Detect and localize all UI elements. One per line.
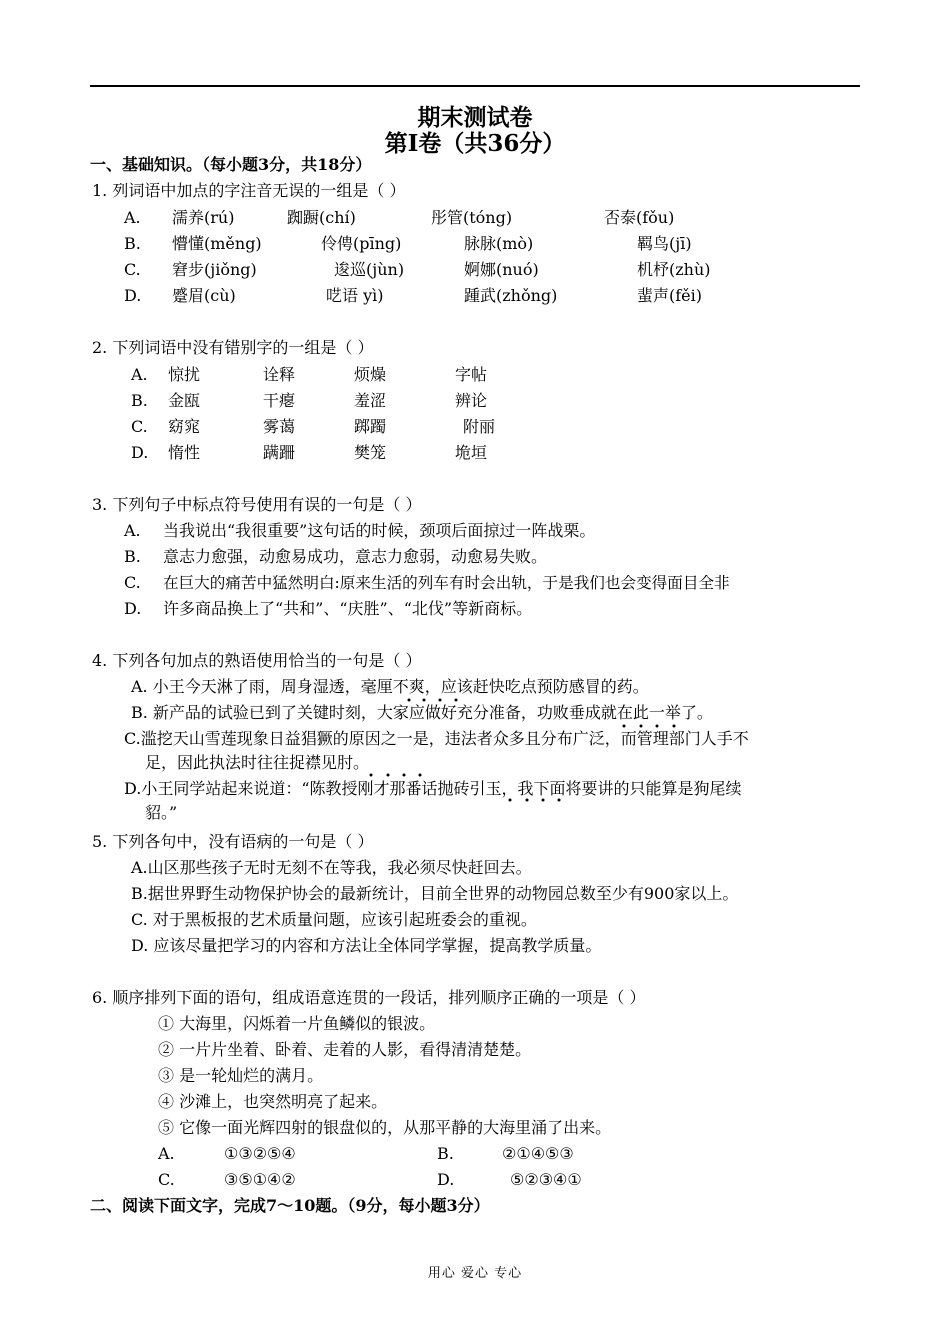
q1-a-2: 踟蹰(chí) xyxy=(287,208,356,227)
section-1-heading: 一、基础知识。（每小题3分，共18分） xyxy=(90,155,372,174)
q4-option-d-line2: 貂。” xyxy=(145,803,178,822)
q2-b-2: 干瘪 xyxy=(263,391,296,410)
q2-option-d-label: D. xyxy=(131,443,149,462)
q5-option-b: B.据世界野生动物保护协会的最新统计，目前全世界的动物园总数至少有900家以上。 xyxy=(131,884,739,903)
q6-option-d: ⑤②③④① xyxy=(510,1170,582,1189)
q1-a-1: 濡养(rú) xyxy=(172,208,235,227)
q4-stem: 4. 下列各句加点的熟语使用恰当的一句是（ ） xyxy=(92,651,422,670)
q6-option-d-label: D. xyxy=(437,1170,455,1189)
q1-b-1: 懵懂(měng) xyxy=(172,234,262,253)
q6-sentence-5: ⑤ 它像一面光辉四射的银盘似的，从那平静的大海里涌了出来。 xyxy=(158,1118,612,1137)
q1-c-2: 逡巡(jùn) xyxy=(334,260,405,279)
q4-option-a: A. 小王今天淋了雨，周身湿透，毫厘不爽，应该赶快吃点预防感冒的药。 xyxy=(131,677,649,696)
q1-a-4: 否泰(fǒu) xyxy=(604,208,675,227)
q6-sentence-3: ③ 是一轮灿烂的满月。 xyxy=(158,1066,324,1085)
page-title: 期末测试卷 xyxy=(417,104,533,131)
page-subtitle: 第Ⅰ卷（共36分） xyxy=(384,130,566,157)
q2-c-1: 窈窕 xyxy=(168,417,201,436)
q2-b-4: 辨论 xyxy=(455,391,488,410)
q1-a-3: 彤管(tóng) xyxy=(431,208,513,227)
q1-d-4: 蜚声(fěi) xyxy=(637,286,702,305)
q1-b-3: 脉脉(mò) xyxy=(464,234,534,253)
q6-option-c-label: C. xyxy=(158,1170,175,1189)
q3-option-a-text: 当我说出“我很重要”这句话的时候，颈项后面掠过一阵战栗。 xyxy=(163,521,596,540)
q2-c-4: 附丽 xyxy=(463,417,496,436)
q4-option-d-line1: D.小王同学站起来说道：“陈教授刚才那番话抛砖引玉，我下面将要讲的只能算是狗尾续 xyxy=(124,779,742,798)
q2-d-4: 垝垣 xyxy=(455,443,488,462)
q3-option-c-label: C. xyxy=(124,573,141,592)
q5-option-c: C. 对于黑板报的艺术质量问题，应该引起班委会的重视。 xyxy=(131,910,537,929)
q2-stem: 2. 下列词语中没有错别字的一组是（ ） xyxy=(92,338,374,357)
q2-d-2: 蹒跚 xyxy=(263,443,296,462)
q1-b-2: 伶俜(pīng) xyxy=(321,234,402,253)
q3-option-d-label: D. xyxy=(124,599,142,618)
q6-option-a: ①③②⑤④ xyxy=(224,1144,296,1163)
q3-option-b-label: B. xyxy=(124,547,141,566)
q2-a-4: 字帖 xyxy=(455,365,488,384)
q5-option-d: D. 应该尽量把学习的内容和方法让全体同学掌握，提高教学质量。 xyxy=(131,936,602,955)
q6-option-b: ②①④⑤③ xyxy=(502,1144,574,1163)
section-2-heading: 二、阅读下面文字，完成7～10题。（9分，每小题3分） xyxy=(90,1196,490,1215)
q1-option-b-label: B. xyxy=(124,234,141,253)
q1-option-c-label: C. xyxy=(124,260,141,279)
q2-option-b-label: B. xyxy=(131,391,148,410)
q1-c-3: 婀娜(nuó) xyxy=(464,260,539,279)
q2-a-2: 诠释 xyxy=(263,365,296,384)
q3-option-c-text: 在巨大的痛苦中猛然明白:原来生活的列车有时会出轨，于是我们也会变得面目全非 xyxy=(163,574,730,592)
q1-d-2: 呓语 yì) xyxy=(326,286,384,305)
q6-option-c: ③⑤①④② xyxy=(224,1170,296,1189)
q1-option-a-label: A. xyxy=(124,208,141,227)
q6-option-a-label: A. xyxy=(158,1144,175,1163)
q2-b-1: 金瓯 xyxy=(168,391,201,410)
q1-option-d-label: D. xyxy=(124,286,142,305)
q3-option-a-label: A. xyxy=(124,521,141,540)
q6-option-b-label: B. xyxy=(437,1144,454,1163)
q3-option-b-text: 意志力愈强，动愈易成功，意志力愈弱，动愈易失败。 xyxy=(163,547,548,566)
q2-option-c-label: C. xyxy=(131,417,148,436)
q4-option-b: B. 新产品的试验已到了关键时刻，大家应做好充分准备，功败垂成就在此一举了。 xyxy=(131,703,713,722)
q5-stem: 5. 下列各句中，没有语病的一句是（ ） xyxy=(92,832,374,851)
q1-stem: 1. 列词语中加点的字注音无误的一组是（ ） xyxy=(92,181,406,200)
q6-sentence-1: ① 大海里，闪烁着一片鱼鳞似的银波。 xyxy=(158,1014,436,1033)
q2-d-1: 惰性 xyxy=(168,443,201,462)
q1-d-3: 踵武(zhǒng) xyxy=(464,286,558,305)
q4-option-c-line2: 足，因此执法时往往捉襟见肘。 xyxy=(145,753,370,772)
q6-sentence-2: ② 一片片坐着、卧着、走着的人影，看得清清楚楚。 xyxy=(158,1040,532,1059)
q1-d-1: 蹙眉(cù) xyxy=(172,286,236,305)
q5-option-a: A.山区那些孩子无时无刻不在等我，我必须尽快赶回去。 xyxy=(131,858,532,877)
q2-c-3: 踯躅 xyxy=(354,417,387,436)
q4-option-c-line1: C.滥挖天山雪莲现象日益猖獗的原因之一是，违法者众多且分布广泛，而管理部门人手不 xyxy=(124,729,749,748)
q1-c-1: 窘步(jiǒng) xyxy=(172,260,257,279)
q1-b-4: 羁鸟(jī) xyxy=(637,234,692,253)
q2-b-3: 羞涩 xyxy=(354,391,387,410)
q2-a-1: 惊扰 xyxy=(168,365,201,384)
q3-stem: 3. 下列句子中标点符号使用有误的一句是（ ） xyxy=(92,495,422,514)
q3-option-d-text: 许多商品换上了“共和”、“庆胜”、“北伐”等新商标。 xyxy=(163,599,533,618)
q2-d-3: 樊笼 xyxy=(354,443,387,462)
q2-a-3: 烦燥 xyxy=(354,365,387,384)
q2-c-2: 雾蔼 xyxy=(263,417,296,436)
q2-option-a-label: A. xyxy=(131,365,148,384)
q6-sentence-4: ④ 沙滩上，也突然明亮了起来。 xyxy=(158,1092,388,1111)
page-footer: 用心 爱心 专心 xyxy=(427,1266,523,1281)
q6-stem: 6. 顺序排列下面的语句，组成语意连贯的一段话，排列顺序正确的一项是（ ） xyxy=(92,988,646,1007)
q1-c-4: 机杼(zhù) xyxy=(637,260,711,279)
